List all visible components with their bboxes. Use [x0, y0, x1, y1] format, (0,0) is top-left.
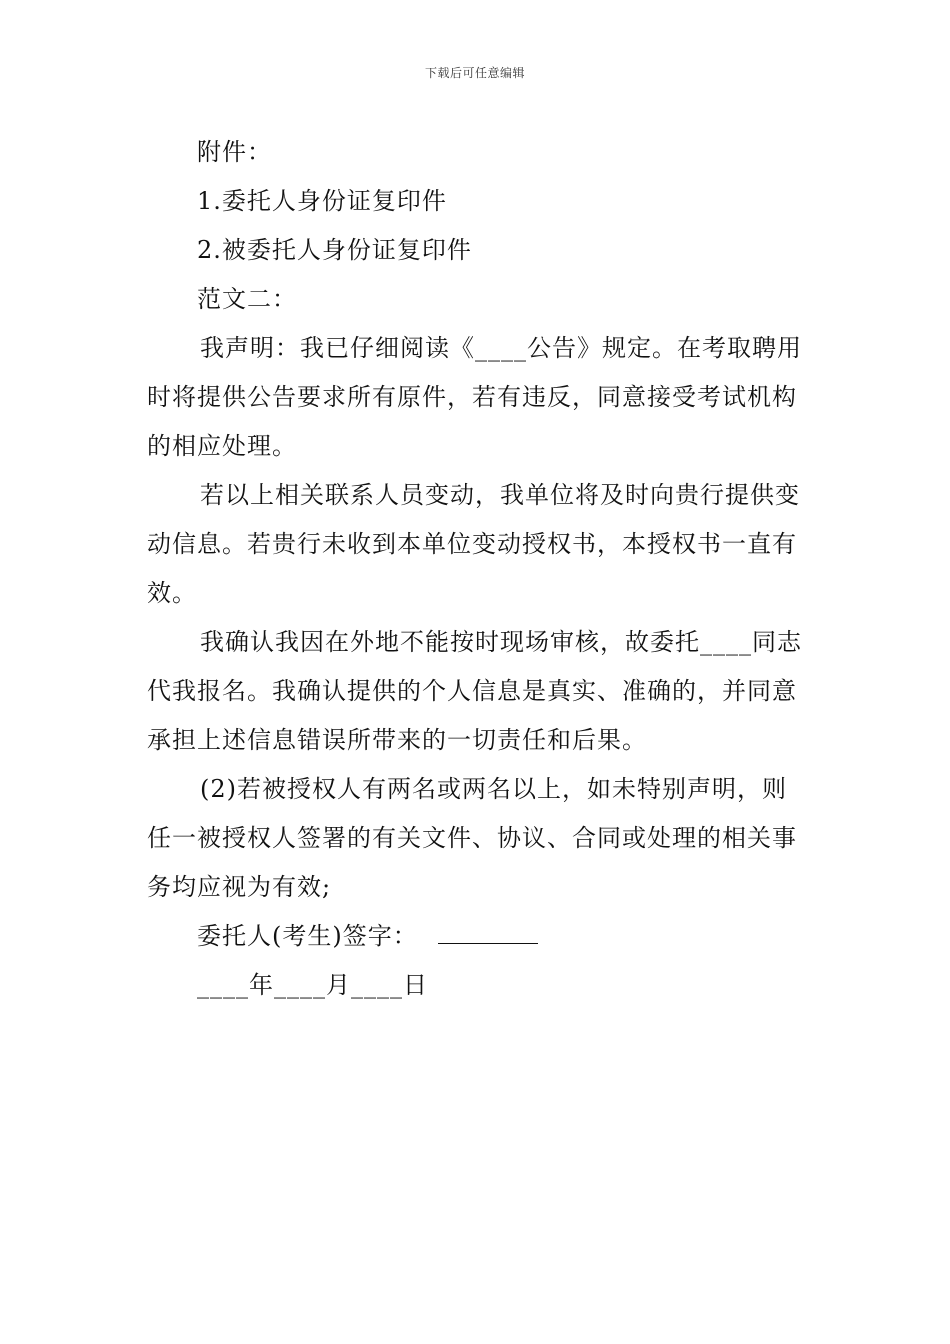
signature-blank	[438, 923, 538, 944]
document-body	[147, 128, 807, 1010]
signature-line	[147, 912, 807, 961]
paragraph-declaration: 我声明：我已仔细阅读《____公告》规定。在考取聘用时将提供公告要求所有原件，若有违反，同意接受考试机构的相应处理。	[147, 334, 802, 460]
attachments-title: 附件：	[197, 138, 272, 166]
date-line: ____年____月____日	[197, 971, 428, 999]
page-header-note: 下载后可任意编辑	[424, 66, 525, 80]
attachment-item-1: 1.委托人身份证复印件	[197, 187, 447, 215]
attachment-item-2: 2.被委托人身份证复印件	[197, 236, 472, 264]
paragraph-multiple-authorized: (2)若被授权人有两名或两名以上，如未特别声明，则任一被授权人签署的有关文件、协议、合同或处理的相关事务均应视为有效;	[147, 775, 797, 901]
paragraph-entrust-confirm: 我确认我因在外地不能按时现场审核，故委托____同志代我报名。我确认提供的个人信息是真实、准确的，并同意承担上述信息错误所带来的一切责任和后果。	[147, 628, 802, 754]
signature-label: 委托人(考生)签字：	[197, 922, 418, 950]
paragraph-contact-change: 若以上相关联系人员变动，我单位将及时向贵行提供变动信息。若贵行未收到本单位变动授权书，本授权书一直有效。	[147, 481, 800, 607]
sample-title: 范文二：	[197, 285, 297, 313]
